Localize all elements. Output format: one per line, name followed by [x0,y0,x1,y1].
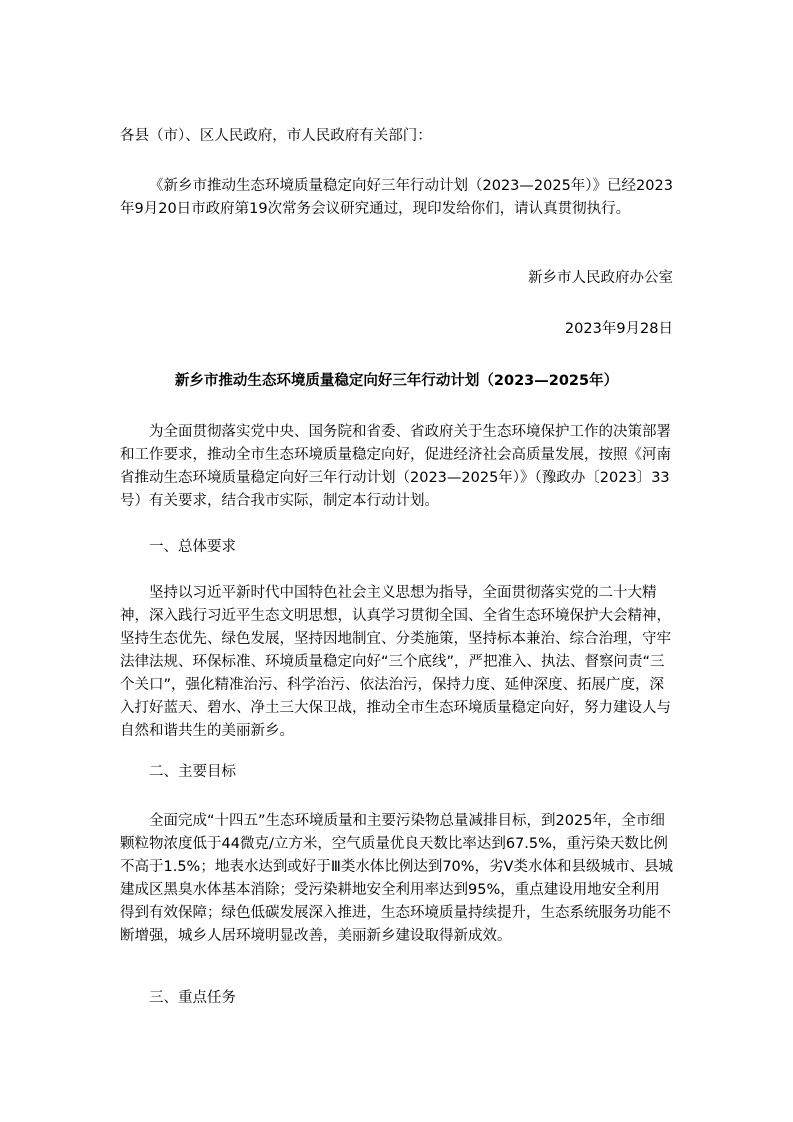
salutation: 各县（市）、区人民政府，市人民政府有关部门： [120,128,432,144]
section-heading-3: 三、重点任务 [149,990,236,1006]
section-body-2: 全面完成“十四五”生态环境质量和主要污染物总量减排目标，到2025年，全市细颗粒物浓度低于44微克/立方米，空气质量优良天数比率达到67.5%，重污染天数比例不高于1.5%；地表水达到或好于Ⅲ类水体比例达到70%，劣Ⅴ类水体和县级城市、县城建成区黑臭水体基本消除；受污染耕地安全利用率达到95%，重点建设用地安全利用得到有效保障；绿色低碳发展深入推进，生态环境质量持续提升，生态系统服务功能不断增强，城乡人居环境明显改善，美丽新乡建设取得新成效。 [120,813,673,944]
plan-title: 新乡市推动生态环境质量稳定向好三年行动计划（2023—2025年） [174,373,619,389]
issuer: 新乡市人民政府办公室 [528,270,673,286]
issue-date: 2023年9月28日 [564,321,673,337]
intro-paragraph: 为全面贯彻落实党中央、国务院和省委、省政府关于生态环境保护工作的决策部署和工作要求，推动全市生态环境质量稳定向好，促进经济社会高质量发展，按照《河南省推动生态环境质量稳定向好三年行动计划（2023—2025年）》（豫政办〔2023〕33号）有关要求，结合我市实际，制定本行动计划。 [120,424,671,509]
section-heading-2: 二、主要目标 [149,764,236,780]
section-body-1: 坚持以习近平新时代中国特色社会主义思想为指导，全面贯彻落实党的二十大精神，深入践行习近平生态文明思想，认真学习贯彻全国、全省生态环境保护大会精神，坚持生态优先、绿色发展，坚持因地制宜、分类施策，坚持标本兼治、综合治理，守牢法律法规、环保标准、环境质量稳定向好“三个底线”，严把准入、执法、督察问责“三个关口”，强化精准治污、科学治污、依法治污，保持力度、延伸深度、拓展广度，深入打好蓝天、碧水、净土三大保卫战，推动全市生态环境质量稳定向好，努力建设人与自然和谐共生的美丽新乡。 [120,585,671,739]
notice-paragraph: 《新乡市推动生态环境质量稳定向好三年行动计划（2023—2025年）》已经2023年9月20日市政府第19次常务会议研究通过，现印发给你们，请认真贯彻执行。 [120,178,673,217]
section-heading-1: 一、总体要求 [149,539,236,555]
